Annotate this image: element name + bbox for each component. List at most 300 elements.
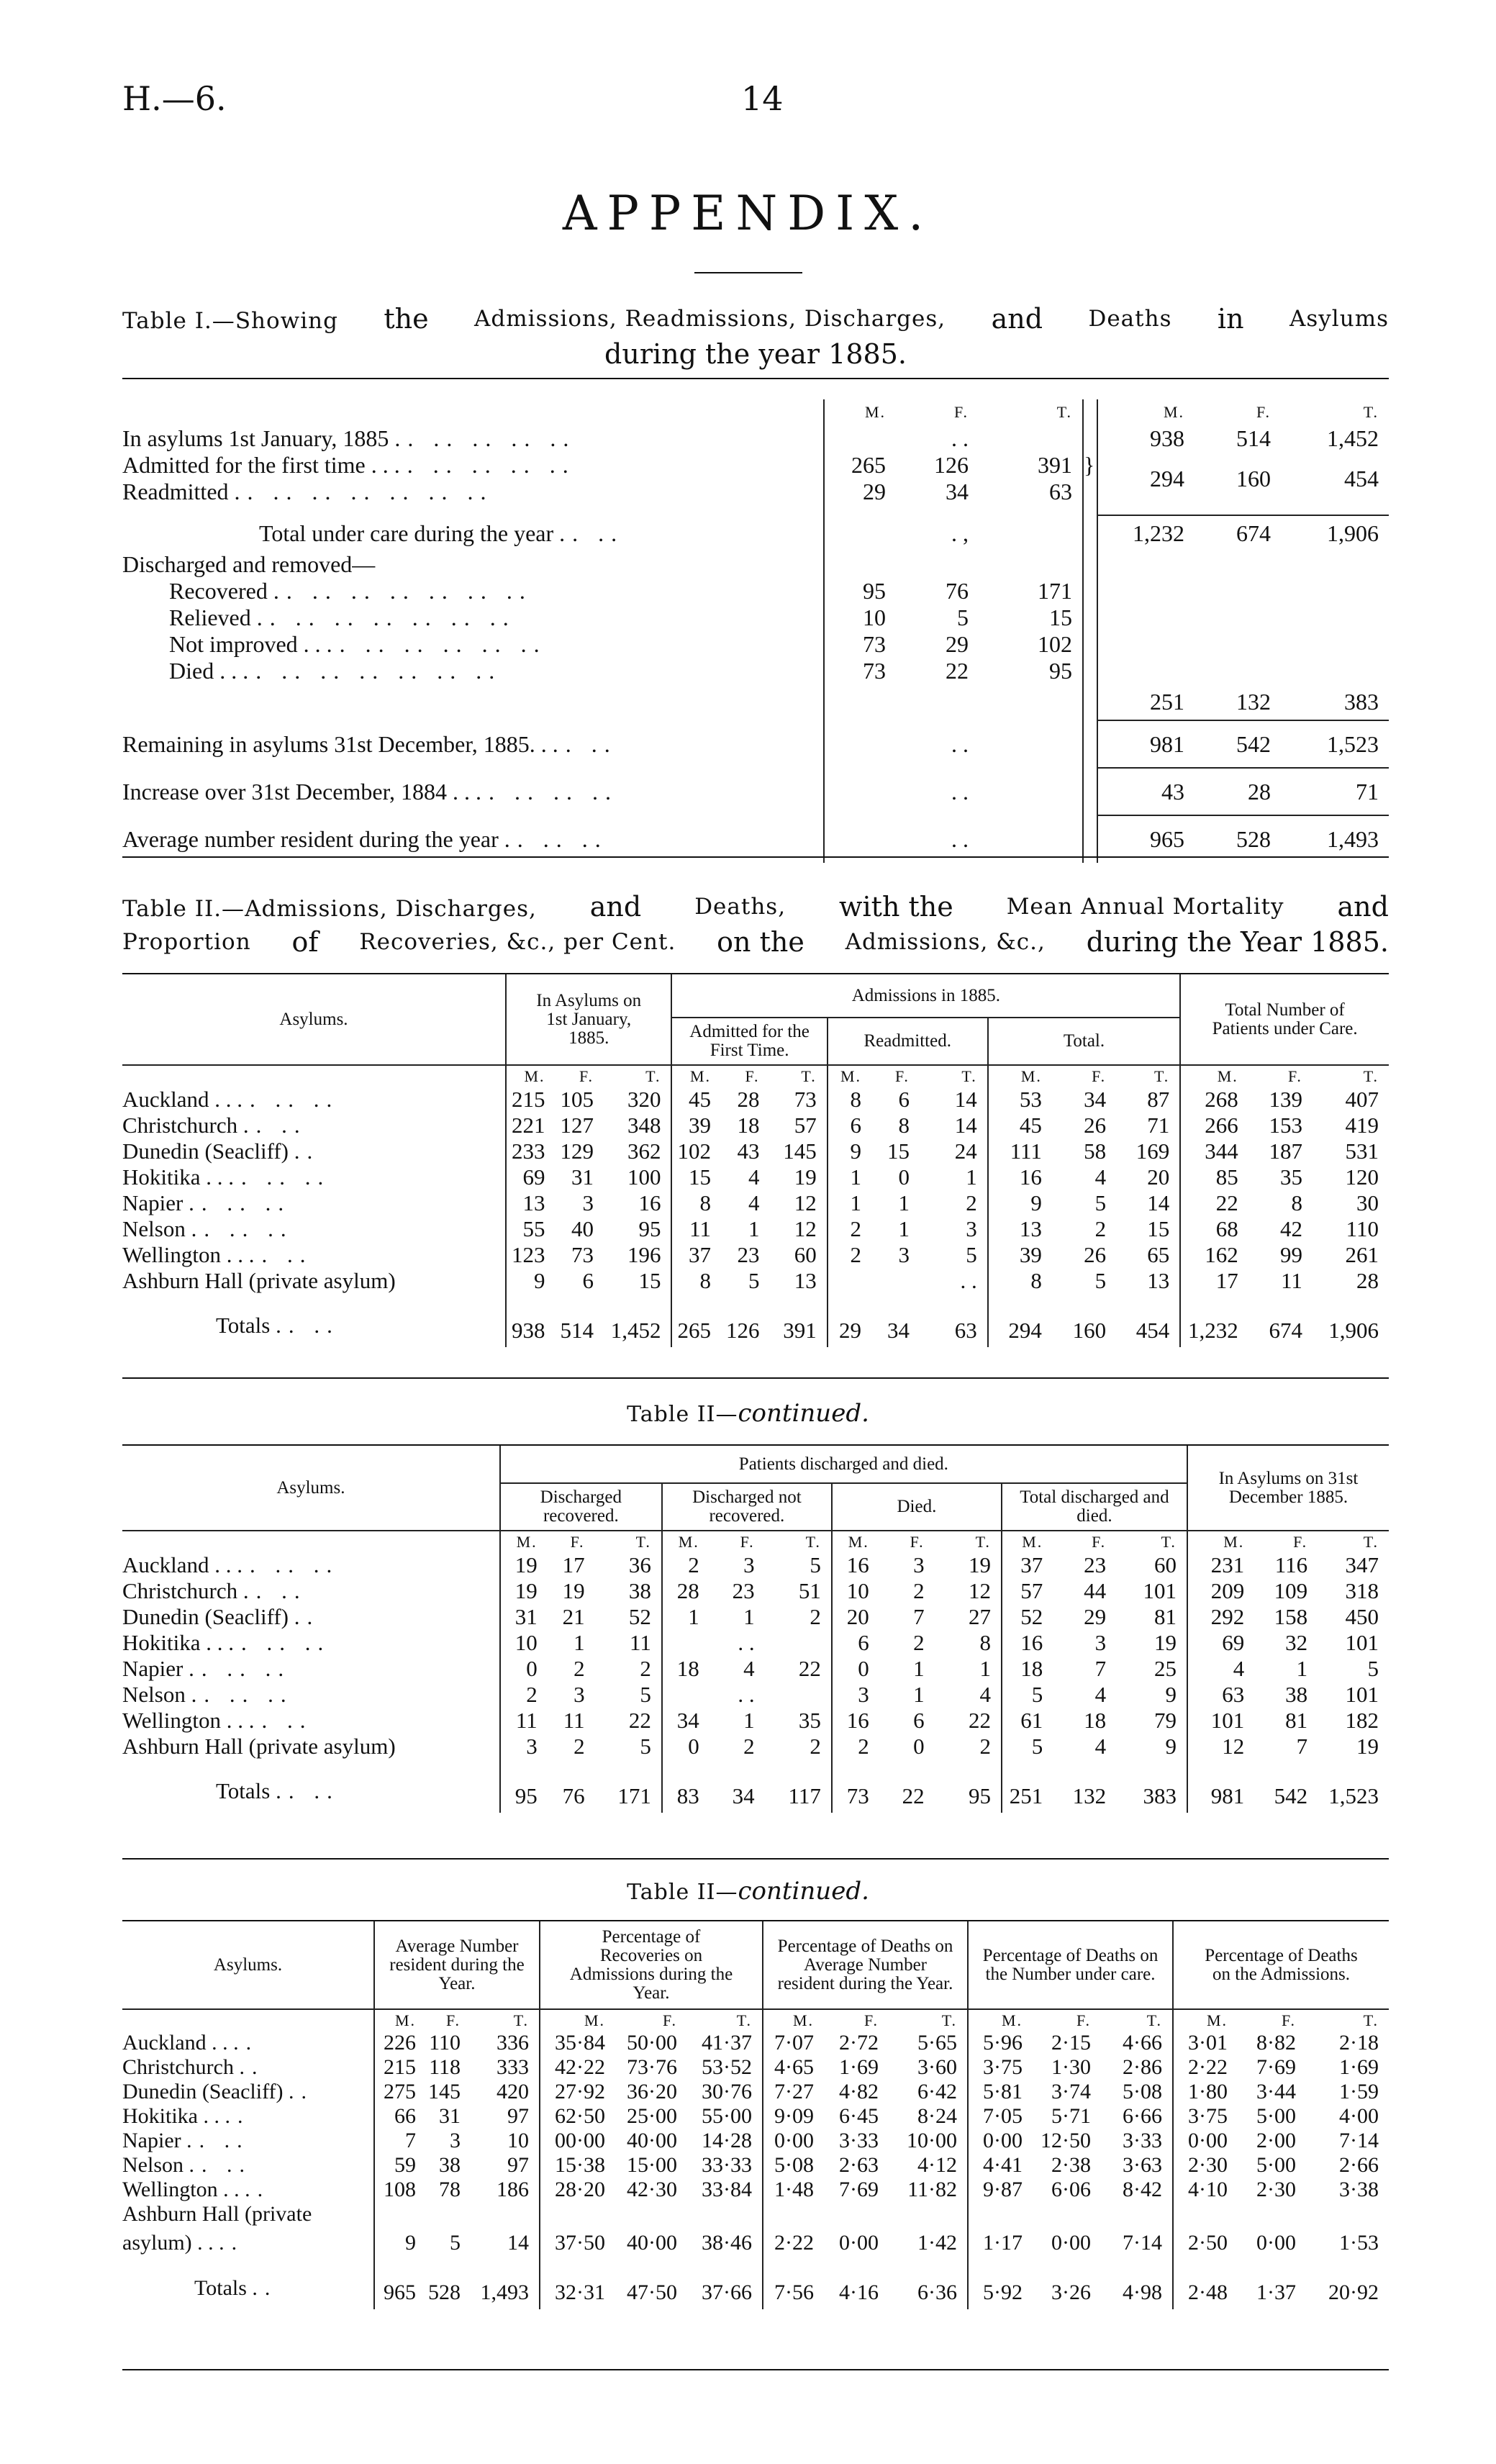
table-cell — [662, 1630, 710, 1656]
asylum-name: Ashburn Hall (private asylum) — [122, 1734, 396, 1759]
table-cell: 145 — [428, 2080, 461, 2103]
table-cell: 45 — [689, 1087, 712, 1112]
table-cell: 5 — [765, 1552, 832, 1578]
table-cell: 32·31 — [555, 2280, 605, 2304]
table-cell — [471, 2202, 540, 2227]
table-cell: 5 — [595, 1734, 662, 1759]
table3: Asylums. Patients discharged and died. In Asylums on 31st December 1885. Discharged recovered. Discharged not recovered. Died. Total discharged and died. M. F. T. M. F. T. M. F. T. M. F. T. M. F. T. Auckland . . .. .. .. 19 17 36 2 3 5 16 3 19 37 23 60 231 116 347 Christchurch .. .. 19 19 38 28 23 51 10 2 12 57 44 101 209 109 318 Dunedin (Seacliff) .. 31 21 52 1 1 2 20 7 27 52 29 81 292 158 450 Hokitika . . .. .. .. 10 1 11 . . 6 2 8 16 3 19 69 32 101 Napier .. .. .. 0 2 2 18 4 22 0 1 1 18 7 25 4 1 5 Nelson .. .. .. 2 3 5 . . 3 1 4 5 4 9 63 38 101 Wellington . . .. .. 11 11 22 34 1 35 16 6 22 61 18 79 101 81 182 Ashburn Hall (private asylum) 3 2 5 0 2 2 2 0 2 5 4 9 12 7 19 Totals .. .. 95 76 171 83 34 117 73 22 95 251 132 383 981 542 1,523 — [122, 1446, 1389, 1813]
table-cell: 8·24 — [889, 2104, 968, 2129]
table-cell: 38 — [439, 2153, 461, 2177]
table-cell — [1101, 2202, 1173, 2227]
table-cell: 5·08 — [774, 2153, 814, 2177]
table-cell: 674 — [1269, 1318, 1302, 1343]
table-cell: 35 — [1279, 1164, 1302, 1190]
table-cell: 4 — [748, 1164, 760, 1190]
table-cell: 3·44 — [1256, 2080, 1296, 2103]
table-cell: 7·14 — [1339, 2129, 1379, 2152]
table-cell — [824, 2202, 889, 2227]
table-cell: 542 — [1274, 1783, 1308, 1808]
table-cell: 105 — [560, 1087, 594, 1112]
table-cell: 6·66 — [1101, 2104, 1173, 2129]
table-cell: 71 — [1116, 1113, 1180, 1138]
table-cell: 28·20 — [555, 2178, 605, 2201]
table-cell: 362 — [604, 1138, 671, 1164]
table-cell: 22 — [765, 1656, 832, 1682]
table-cell: 29 — [839, 1318, 862, 1343]
table-cell: 61 — [1020, 1708, 1043, 1733]
table-cell: 2·22 — [774, 2230, 814, 2255]
table-cell: 333 — [471, 2055, 540, 2080]
table-cell: 1 — [935, 1656, 1002, 1682]
table-cell: 6·06 — [1051, 2178, 1091, 2201]
table-cell — [1238, 2202, 1306, 2227]
table-cell — [765, 1682, 832, 1708]
table-cell: 63 — [920, 1304, 988, 1347]
table-cell: 127 — [560, 1113, 594, 1138]
page-number: 14 — [741, 79, 784, 118]
table-cell: 9 — [534, 1268, 545, 1293]
table-row: Napier .. .. 7 3 10 00·00 40·00 14·28 0·00 3·33 10·00 0·00 12·50 3·33 0·00 2·00 7·14 — [122, 2129, 1389, 2153]
table-cell: 981 — [1210, 1783, 1245, 1808]
table-cell: 14·28 — [687, 2129, 763, 2153]
table-cell: 18 — [737, 1113, 760, 1138]
table3-caption: Table II—continued. — [627, 1399, 869, 1428]
table-cell: 40·00 — [627, 2230, 677, 2255]
table-cell: 5·81 — [983, 2080, 1023, 2103]
table-cell: 231 — [1210, 1552, 1245, 1577]
table-cell: 99 — [1279, 1242, 1302, 1267]
table-cell: 15 — [887, 1138, 910, 1164]
table-cell: 38 — [595, 1578, 662, 1604]
table-cell — [615, 2202, 687, 2227]
table-cell: 16 — [604, 1190, 671, 1216]
table-cell: 12 — [1222, 1734, 1245, 1759]
table-cell: 1·48 — [774, 2178, 814, 2201]
table-cell: 36 — [595, 1552, 662, 1578]
table-cell: 7·14 — [1101, 2227, 1173, 2259]
table-cell: 117 — [765, 1770, 832, 1813]
table-cell: 35·84 — [555, 2031, 605, 2055]
table-cell: 15·38 — [555, 2153, 605, 2177]
table-cell: 29 — [1084, 1604, 1107, 1629]
table-cell: 1 — [1296, 1656, 1308, 1681]
table-cell: 62·50 — [555, 2104, 605, 2128]
table-row: Hokitika . . .. .. .. 69 31 100 15 4 19 1 0 1 16 4 20 85 35 120 — [122, 1164, 1389, 1190]
table-cell: 1 — [850, 1190, 862, 1215]
table-cell: 1 — [850, 1164, 862, 1190]
table-cell: 6·42 — [889, 2080, 968, 2104]
table-cell: 265 — [677, 1318, 712, 1343]
table-cell: 233 — [512, 1138, 545, 1164]
table-cell: 13 — [1116, 1268, 1180, 1294]
table-cell: 2 — [913, 1630, 925, 1655]
table-cell: 97 — [471, 2153, 540, 2178]
table-cell: 8 — [850, 1087, 862, 1112]
table-cell: 221 — [512, 1113, 545, 1138]
table-cell: 6 — [898, 1087, 910, 1112]
table-cell: 5 — [1094, 1268, 1107, 1293]
table-cell: 5 — [920, 1242, 988, 1268]
table-cell — [1306, 2202, 1389, 2227]
table2-bottom-rule — [122, 1377, 1389, 1379]
table-cell: 2·50 — [1188, 2230, 1228, 2255]
table-cell: 50·00 — [627, 2031, 677, 2055]
table-cell: 19 — [769, 1164, 827, 1190]
table-cell: 129 — [560, 1138, 594, 1164]
table-cell: 4 — [1094, 1682, 1107, 1707]
table-cell: 4·98 — [1101, 2268, 1173, 2309]
table-cell: 66 — [394, 2104, 416, 2128]
table-cell: 109 — [1274, 1578, 1308, 1603]
table-cell: 6 — [850, 1113, 862, 1138]
table-cell: 10 — [471, 2129, 540, 2153]
table-cell: 4·16 — [839, 2280, 879, 2304]
table-cell: 8·42 — [1101, 2178, 1173, 2202]
table-cell: 55 — [522, 1216, 545, 1241]
table-cell: 0·00 — [983, 2129, 1023, 2152]
table-cell: 3·60 — [889, 2055, 968, 2080]
table-cell: 2 — [595, 1656, 662, 1682]
totals-row: Totals .. .. 95 76 171 83 34 117 73 22 95 251 132 383 981 542 1,523 — [122, 1770, 1389, 1813]
table-cell: 1 — [913, 1682, 925, 1707]
table-cell: 63 — [1222, 1682, 1245, 1707]
table-cell: 6 — [858, 1630, 869, 1655]
table-cell: 2 — [765, 1734, 832, 1759]
table-cell: 2·00 — [1256, 2129, 1296, 2152]
table-cell: 3 — [913, 1552, 925, 1577]
table-cell: 18 — [676, 1656, 699, 1681]
table-cell: 81 — [1116, 1604, 1187, 1630]
table-cell: 1 — [913, 1656, 925, 1681]
asylum-name: Wellington . . — [122, 1242, 243, 1267]
table-cell — [763, 2202, 824, 2227]
table-cell: 209 — [1210, 1578, 1245, 1603]
table-cell: 1·37 — [1256, 2280, 1296, 2304]
table-cell: 4·65 — [774, 2055, 814, 2079]
table-cell: 5 — [1031, 1682, 1043, 1707]
table-cell: 938 — [512, 1318, 545, 1343]
asylum-name: Christchurch — [122, 1578, 238, 1603]
table-row: Dunedin (Seacliff) .. 275 145 420 27·92 36·20 30·76 7·27 4·82 6·42 5·81 3·74 5·08 1·80 3·44 1·59 — [122, 2080, 1389, 2104]
table-cell: 8 — [699, 1268, 712, 1293]
table-cell: 215 — [512, 1087, 545, 1112]
table-cell: 44 — [1084, 1578, 1107, 1603]
table-cell: 2·63 — [839, 2153, 879, 2177]
table-cell: 18 — [1084, 1708, 1107, 1733]
table-cell: 19 — [935, 1552, 1002, 1578]
table-cell: 251 — [1009, 1783, 1043, 1808]
table-cell: 5·71 — [1051, 2104, 1091, 2128]
table-cell: 19 — [1116, 1630, 1187, 1656]
table-cell: 182 — [1345, 1708, 1379, 1733]
table-cell: 95 — [514, 1783, 538, 1808]
table-cell: 391 — [769, 1304, 827, 1347]
table-cell: 153 — [1269, 1113, 1302, 1138]
table-cell: 3 — [858, 1682, 869, 1707]
asylum-name: Hokitika . . — [122, 1164, 223, 1190]
table-cell: 9 — [1030, 1190, 1042, 1215]
table-cell: 14 — [471, 2227, 540, 2259]
table-cell: 1·80 — [1188, 2080, 1228, 2103]
table4: Asylums. Average Number resident during the Year. Percentage of Recoveries on Admissions during the Year. Percentage of Deaths on Average Number resident during the Year. Percentage of Deaths on the Number under care. Percentage of Deaths on the Admissions. M. F. T. M. F. T. M. F. T. M. F. T. M. F. T. Auckland . . .. 226 110 336 35·84 50·00 41·37 7·07 2·72 5·65 5·96 2·15 4·66 3·01 8·82 2·18 Christchurch .. 215 118 333 42·22 73·76 53·52 4·65 1·69 3·60 3·75 1·30 2·86 2·22 7·69 1·69 Dunedin (Seacliff) .. 275 145 420 27·92 36·20 30·76 7·27 4·82 6·42 5·81 3·74 5·08 1·80 3·44 1·59 Hokitika . . .. 66 31 97 62·50 25·00 55·00 9·09 6·45 8·24 7·05 5·71 6·66 3·75 5·00 4·00 Napier .. .. 7 3 10 00·00 40·00 14·28 0·00 3·33 10·00 0·00 12·50 3·33 0·00 2·00 7·14 Nelson .. .. 59 38 97 15·38 15·00 33·33 5·08 2·63 4·12 4·41 2·38 3·63 2·30 5·00 2·66 Wellington . . .. 108 78 186 28·20 42·30 33·84 1·48 7·69 11·82 9·87 6·06 8·42 4·10 2·30 3·38 Ashburn Hall (private asylum) . . .. 9 5 14 37·50 40·00 38·46 2·22 0·00 1·42 1·17 0·00 7·14 2·50 0·00 1·53 Totals .. 965 528 1,493 32·31 47·50 37·66 7·56 4·16 6·36 5·92 3·26 4·98 2·48 1·37 20·92 — [122, 1921, 1389, 2309]
table-cell: 57 — [1020, 1578, 1043, 1603]
table-cell: 1·17 — [983, 2230, 1023, 2255]
table-cell: 132 — [1072, 1783, 1107, 1808]
table-cell: 292 — [1210, 1604, 1245, 1629]
table-cell: 336 — [471, 2031, 540, 2055]
table-cell — [1173, 2202, 1238, 2227]
table-cell: 41·37 — [687, 2031, 763, 2055]
table-cell: 23 — [737, 1242, 760, 1267]
table-cell: 11 — [689, 1216, 712, 1241]
table-cell: 24 — [920, 1138, 988, 1164]
table-cell — [540, 2202, 615, 2227]
table-cell: 268 — [1205, 1087, 1238, 1112]
table-cell: 226 — [384, 2031, 416, 2055]
table-cell: 2 — [913, 1578, 925, 1603]
table-cell: 145 — [769, 1138, 827, 1164]
table-cell: 2 — [743, 1734, 755, 1759]
table-cell: 2 — [688, 1552, 699, 1577]
table-cell: 36·20 — [627, 2080, 677, 2103]
page-title: APPENDIX. — [562, 186, 934, 241]
table-cell: 23 — [1084, 1552, 1107, 1577]
table-row: Napier .. .. .. 0 2 2 18 4 22 0 1 1 18 7 25 4 1 5 — [122, 1656, 1389, 1682]
table-cell: 95 — [935, 1770, 1002, 1813]
table-cell: 1,523 — [1328, 1783, 1379, 1808]
table-cell: 1 — [574, 1630, 585, 1655]
table-cell: 110 — [429, 2031, 461, 2055]
table-cell: 5·92 — [983, 2280, 1023, 2304]
table-cell: 5 — [1094, 1190, 1107, 1215]
table-cell: 33·84 — [687, 2178, 763, 2202]
table-cell: 110 — [1346, 1216, 1379, 1241]
table-cell: 2 — [935, 1734, 1002, 1759]
table-cell: 965 — [384, 2280, 416, 2304]
asylum-name: Totals — [216, 1313, 271, 1338]
asylum-name: Dunedin (Seacliff) — [122, 1138, 289, 1164]
table-cell: 407 — [1345, 1087, 1379, 1112]
table-cell: 1·69 — [839, 2055, 879, 2079]
asylum-name: Totals — [216, 1778, 271, 1803]
table-cell: 19 — [514, 1578, 538, 1603]
table-cell: 1 — [920, 1164, 988, 1190]
table-cell: 0·00 — [1256, 2230, 1296, 2255]
table-cell: 139 — [1269, 1087, 1302, 1112]
table-cell: 7 — [405, 2129, 416, 2152]
table-cell: 2 — [850, 1242, 862, 1267]
table-cell: 2·48 — [1188, 2280, 1228, 2304]
table-row: Auckland . . .. .. .. 215 105 320 45 28 73 8 6 14 53 34 87 268 139 407 — [122, 1087, 1389, 1113]
table-cell: 6·45 — [839, 2104, 879, 2128]
table-cell: 4·12 — [889, 2153, 968, 2178]
table4-caption: Table II—continued. — [627, 1877, 869, 1906]
table1-top-rule — [122, 378, 1389, 379]
table-cell: 4 — [1094, 1734, 1107, 1759]
table-cell: 35 — [765, 1708, 832, 1734]
table-cell: 101 — [1345, 1682, 1379, 1707]
table-row: Nelson .. .. .. 55 40 95 11 1 12 2 1 3 13 2 15 68 42 110 — [122, 1216, 1389, 1242]
table-cell: 215 — [384, 2055, 416, 2079]
asylum-name: Napier — [122, 1190, 183, 1215]
table-cell: 169 — [1116, 1138, 1180, 1164]
table-cell: 18 — [1020, 1656, 1043, 1681]
table-cell: 6 — [913, 1708, 925, 1733]
table-cell — [765, 1630, 832, 1656]
table-cell: 32 — [1285, 1630, 1308, 1655]
table-cell: 34 — [887, 1318, 910, 1343]
table-cell: 38·46 — [687, 2227, 763, 2259]
table-cell: 1 — [743, 1708, 755, 1733]
table-cell: 2·18 — [1339, 2031, 1379, 2055]
table-cell: 4·41 — [983, 2153, 1023, 2177]
table-cell: 4·10 — [1188, 2178, 1228, 2201]
table-cell: 118 — [429, 2055, 461, 2079]
table-cell: 8 — [699, 1190, 712, 1215]
table-cell: 318 — [1345, 1578, 1379, 1603]
table-cell: 5·08 — [1101, 2080, 1173, 2104]
table-cell: 16 — [846, 1708, 869, 1733]
table-cell: 100 — [604, 1164, 671, 1190]
table-cell: 2 — [574, 1656, 585, 1681]
table-row: asylum) . . .. 9 5 14 37·50 40·00 38·46 2·22 0·00 1·42 1·17 0·00 7·14 2·50 0·00 1·53 — [122, 2227, 1389, 2259]
table-cell: 11 — [563, 1708, 585, 1733]
table-row: Wellington . . .. .. 11 11 22 34 1 35 16 6 22 61 18 79 101 81 182 — [122, 1708, 1389, 1734]
table-cell: 73 — [846, 1783, 869, 1808]
table-cell: 5 — [450, 2230, 461, 2255]
table-cell: 12 — [769, 1190, 827, 1216]
table-cell: 16 — [1020, 1630, 1043, 1655]
table-cell: 10 — [846, 1578, 869, 1603]
table-cell: 33·33 — [687, 2153, 763, 2178]
table-cell: 40·00 — [627, 2129, 677, 2152]
table-cell: 514 — [560, 1318, 594, 1343]
table-cell: 347 — [1345, 1552, 1379, 1577]
table-cell: 294 — [1008, 1318, 1042, 1343]
table-cell: 31 — [571, 1164, 594, 1190]
table-cell: 51 — [765, 1578, 832, 1604]
asylum-name: Nelson — [122, 1216, 186, 1241]
table-cell: 187 — [1269, 1138, 1302, 1164]
table-cell: 7·27 — [774, 2080, 814, 2103]
table-cell: 12 — [769, 1216, 827, 1242]
table-cell: 383 — [1116, 1770, 1187, 1813]
table-cell: 3 — [920, 1216, 988, 1242]
table-cell: 14 — [920, 1113, 988, 1138]
table-cell: 275 — [384, 2080, 416, 2103]
table-cell: 37 — [1020, 1552, 1043, 1577]
table-cell: 15 — [604, 1268, 671, 1294]
table-cell: 3 — [898, 1242, 910, 1267]
table-cell: 2·38 — [1051, 2153, 1091, 2177]
asylum-name: Christchurch — [122, 1113, 238, 1138]
table-cell: 3·33 — [1101, 2129, 1173, 2153]
table-cell: 39 — [689, 1113, 712, 1138]
table-cell: 101 — [1345, 1630, 1379, 1655]
table-cell: 2·72 — [839, 2031, 879, 2055]
table-cell: 45 — [1019, 1113, 1042, 1138]
table-cell: 123 — [512, 1242, 545, 1267]
table4-bottom-rule — [122, 2369, 1389, 2370]
table-cell: 3·26 — [1051, 2280, 1091, 2304]
table-cell: 40 — [571, 1216, 594, 1241]
asylum-name: Hokitika . . — [122, 1630, 223, 1655]
table-cell: 108 — [384, 2178, 416, 2201]
table-cell: 171 — [595, 1770, 662, 1813]
table-row: Ashburn Hall (private — [122, 2202, 1389, 2227]
table-cell: 34 — [732, 1783, 755, 1808]
table-cell: 3·74 — [1051, 2080, 1091, 2103]
table-cell: 53·52 — [687, 2055, 763, 2080]
table-cell: 12·50 — [1041, 2129, 1091, 2152]
table-cell: . . — [920, 1268, 988, 1294]
table-cell: 1 — [688, 1604, 699, 1629]
table-cell: 65 — [1116, 1242, 1180, 1268]
table-cell — [662, 1682, 710, 1708]
table-cell: 266 — [1205, 1113, 1238, 1138]
table-cell: 7·69 — [1256, 2055, 1296, 2079]
table-cell: 57 — [769, 1113, 827, 1138]
table-cell: 5·00 — [1256, 2153, 1296, 2177]
table-cell: 158 — [1274, 1604, 1308, 1629]
table-cell: 73·76 — [627, 2055, 677, 2079]
table-cell: 30 — [1356, 1190, 1379, 1215]
table-cell: 2·15 — [1051, 2031, 1091, 2055]
table-cell: 3·01 — [1188, 2031, 1228, 2055]
table-cell: 26 — [1084, 1242, 1107, 1267]
table-cell: 69 — [1222, 1630, 1245, 1655]
table-cell: 42 — [1279, 1216, 1302, 1241]
table-cell: 85 — [1215, 1164, 1238, 1190]
table-cell: 34 — [1084, 1087, 1107, 1112]
asylum-name: Nelson — [122, 1682, 186, 1707]
asylum-name: Auckland . . — [122, 1552, 232, 1577]
table-cell: 5 — [595, 1682, 662, 1708]
table-cell: 4 — [935, 1682, 1002, 1708]
table-row: Auckland . . .. .. .. 19 17 36 2 3 5 16 3 19 37 23 60 231 116 347 — [122, 1552, 1389, 1578]
table-cell: 13 — [769, 1268, 827, 1294]
table-cell: 97 — [471, 2104, 540, 2129]
table-cell: 1 — [898, 1216, 910, 1241]
table-cell: 126 — [725, 1318, 760, 1343]
table-cell: 162 — [1205, 1242, 1238, 1267]
table-row: Hokitika . . .. .. .. 10 1 11 . . 6 2 8 16 3 19 69 32 101 — [122, 1630, 1389, 1656]
table-cell: . . — [738, 1682, 755, 1707]
table-cell: 3·33 — [839, 2129, 879, 2152]
table-cell: 5·65 — [889, 2031, 968, 2055]
totals-row: Totals .. 965 528 1,493 32·31 47·50 37·66 7·56 4·16 6·36 5·92 3·26 4·98 2·48 1·37 20·92 — [122, 2268, 1389, 2309]
table-cell: 1·69 — [1339, 2055, 1379, 2079]
table-cell: 2·30 — [1256, 2178, 1296, 2201]
table-cell: 10·00 — [889, 2129, 968, 2153]
table-cell: 2·30 — [1188, 2153, 1228, 2177]
table-cell: 3 — [574, 1682, 585, 1707]
table1-row-in-asylums: In asylums 1st January, 1885 .. .. .. .. .. . . 938 514 1,452 — [122, 425, 1379, 451]
table-cell: 16 — [846, 1552, 869, 1577]
table-cell: 19 — [1356, 1734, 1379, 1759]
table-cell: 0·00 — [839, 2230, 879, 2255]
asylum-name: Ashburn Hall (private asylum) — [122, 1268, 396, 1293]
table-row: Nelson .. .. .. 2 3 5 . . 3 1 4 5 4 9 63 38 101 — [122, 1682, 1389, 1708]
table-cell: 21 — [562, 1604, 585, 1629]
table-cell: 101 — [1210, 1708, 1245, 1733]
table-cell: 2·86 — [1101, 2055, 1173, 2080]
table-cell: 0 — [898, 1164, 910, 1190]
table-row: Auckland . . .. 226 110 336 35·84 50·00 41·37 7·07 2·72 5·65 5·96 2·15 4·66 3·01 8·82 2·18 — [122, 2031, 1389, 2055]
table-cell: 11 — [515, 1708, 538, 1733]
table-cell: 37·50 — [555, 2230, 605, 2255]
table-cell: 4 — [748, 1190, 760, 1215]
